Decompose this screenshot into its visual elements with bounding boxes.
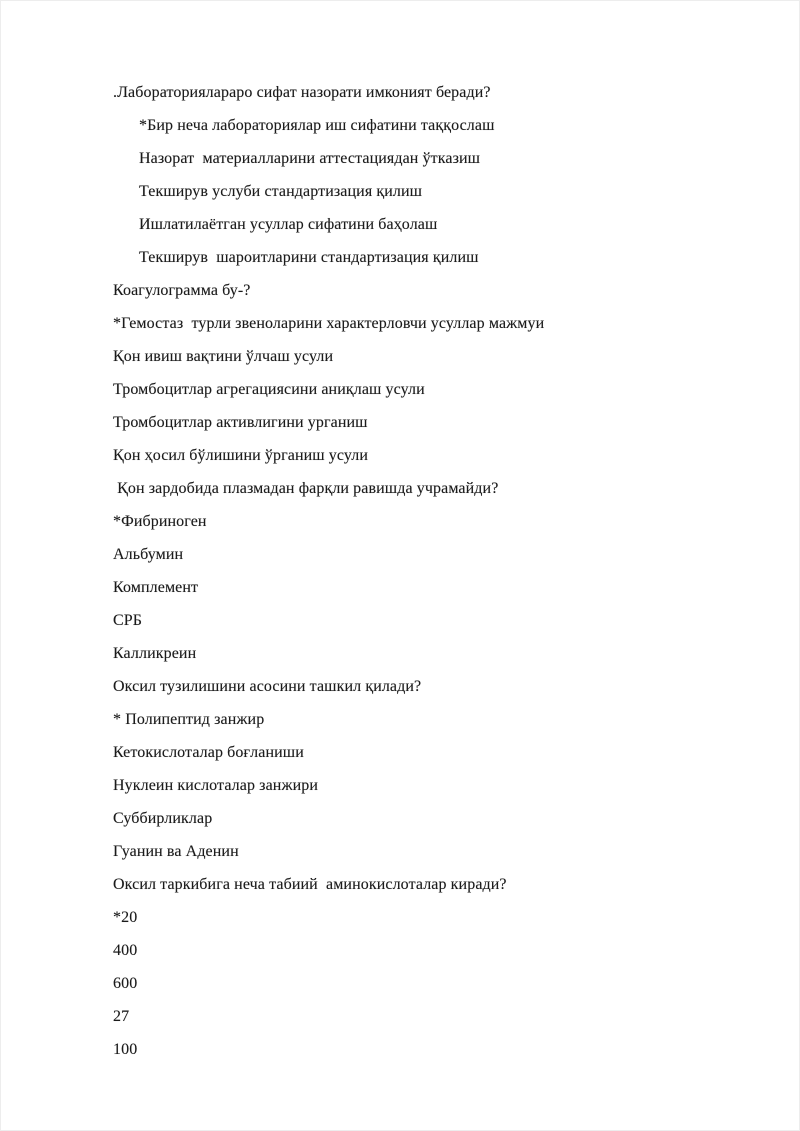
answer-option: Қон ивиш вақтини ўлчаш усули xyxy=(113,348,334,365)
question-text: Коагулограмма бу-? xyxy=(113,282,251,299)
answer-option: *Фибриноген xyxy=(113,513,207,530)
answer-option: *20 xyxy=(113,909,138,926)
answer-option: Назорат материалларини аттестациядан ўтказиш xyxy=(139,150,481,167)
answer-option: Нуклеин кислоталар занжири xyxy=(113,777,319,794)
answer-option: 100 xyxy=(113,1041,138,1058)
answer-option: Калликреин xyxy=(113,645,197,662)
quiz-text-block xyxy=(113,76,760,1066)
answer-option: Ишлатилаётган усуллар сифатини баҳолаш xyxy=(139,216,438,233)
answer-option: *Гемостаз турли звеноларини характерловчи усуллар мажмуи xyxy=(113,315,545,332)
answer-option: Гуанин ва Аденин xyxy=(113,843,239,860)
answer-option: *Бир неча лабораториялар иш сифатини таққослаш xyxy=(139,117,495,134)
answer-option: Суббирликлар xyxy=(113,810,213,827)
answer-option: 27 xyxy=(113,1008,130,1025)
answer-option: Қон ҳосил бўлишини ўрганиш усули xyxy=(113,447,369,464)
answer-option: Текширув услуби стандартизация қилиш xyxy=(139,183,423,200)
question-text: .Лабораториялараро сифат назорати имконият беради? xyxy=(113,84,491,101)
answer-option: Комплемент xyxy=(113,579,199,596)
answer-option: Тромбоцитлар агрегациясини аниқлаш усули xyxy=(113,381,425,398)
question-text: Қон зардобида плазмадан фарқли равишда учрамайди? xyxy=(113,480,499,497)
answer-option: Альбумин xyxy=(113,546,184,563)
answer-option: Тромбоцитлар активлигини урганиш xyxy=(113,414,368,431)
answer-option: Кетокислоталар боғланиши xyxy=(113,744,304,761)
question-text: Оксил тузилишини асосини ташкил қилади? xyxy=(113,678,422,695)
answer-option: Текширув шароитларини стандартизация қилиш xyxy=(139,249,479,266)
answer-option: СРБ xyxy=(113,612,143,629)
answer-option: 400 xyxy=(113,942,138,959)
question-text: Оксил таркибига неча табиий аминокислоталар киради? xyxy=(113,876,507,893)
answer-option: * Полипептид занжир xyxy=(113,711,265,728)
answer-option: 600 xyxy=(113,975,138,992)
